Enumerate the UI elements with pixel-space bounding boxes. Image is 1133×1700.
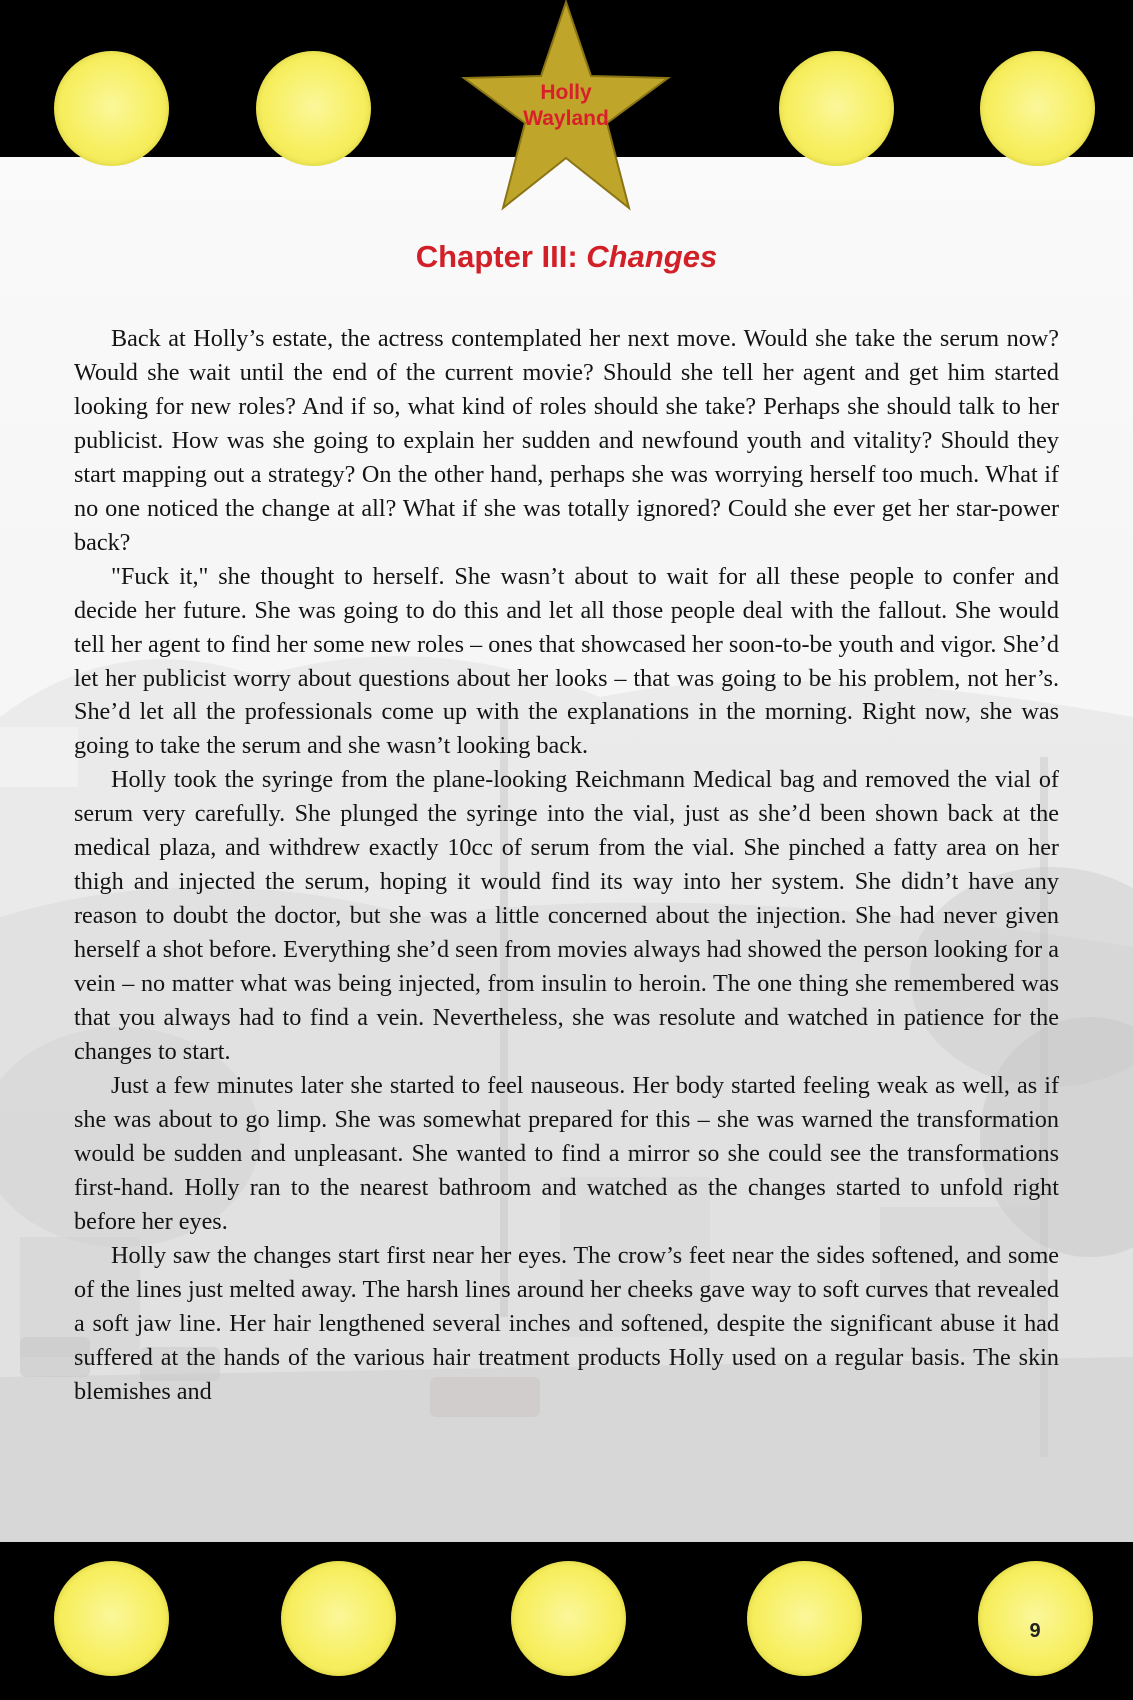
- paragraph: "Fuck it," she thought to herself. She wasn’t about to wait for all these people to confer and decide her future. She was going to do this and let all those people deal with the fallout. She would tell her agent to find her some new roles – ones that showcased her soon-to-be youth and vigor. She’d let her publicist worry about questions about her looks – that was going to be his problem, not her’s. She’d let all the professionals come up with the explanations in the morning. Right now, she was going to take the serum and she wasn’t looking back.: [74, 562, 1059, 760]
- light-bulb-icon: [779, 51, 894, 166]
- star-name-first: Holly: [540, 81, 592, 104]
- paragraph: Holly took the syringe from the plane-looking Reichmann Medical bag and removed the vial of serum very carefully. She plunged the syringe into the vial, just as she’d been shown back at the medical plaza, and withdrew exactly 10cc of serum from the vial. She pinched a fatty area on her thigh and injected the serum, hoping it would find its way into her system. She didn’t have any reason to doubt the doctor, but she was a little concerned about the injection. She had never given herself a shot before. Everything she’d seen from movies always had showed the person looking for a vein – no matter what was being injected, from insulin to heroin. The one thing she remembered was that you always had to find a vein. Nevertheless, she was resolute and watched in patience for the changes to start.: [74, 766, 1059, 1066]
- light-bulb-icon: [747, 1561, 862, 1676]
- chapter-name: Changes: [586, 239, 718, 274]
- light-bulb-icon: [256, 51, 371, 166]
- star-badge-text: [455, 80, 677, 132]
- light-bulb-icon: [511, 1561, 626, 1676]
- paragraph: Holly saw the changes start first near her eyes. The crow’s feet near the sides softened, and some of the lines just melted away. The harsh lines around her cheeks gave way to soft curves that revealed a soft jaw line. Her hair lengthened several inches and softened, despite the significant abuse it had suffered at the hands of the various hair treatment products Holly used on a regular basis. The skin blemishes and: [74, 1241, 1059, 1405]
- page-number: 9: [1029, 1620, 1041, 1642]
- story-text: [74, 322, 1059, 1409]
- light-bulb-icon: [978, 1561, 1093, 1676]
- paragraph: Just a few minutes later she started to feel nauseous. Her body started feeling weak as well, as if she was about to go limp. She was somewhat prepared for this – she was warned the transformation would be sudden and unpleasant. She wanted to find a mirror so she could see the transformations first-hand. Holly ran to the nearest bathroom and watched as the changes started to unfold right before her eyes.: [74, 1071, 1059, 1235]
- light-bulb-icon: [980, 51, 1095, 166]
- paragraph: Back at Holly’s estate, the actress contemplated her next move. Would she take the serum now? Would she wait until the end of the current movie? Should she tell her agent and get him started looking for new roles? And if so, what kind of roles should she take? Perhaps she should talk to her publicist. How was she going to explain her sudden and newfound youth and vitality? Should they start mapping out a strategy? On the other hand, perhaps she was worrying herself too much. What if no one noticed the change at all? What if she was totally ignored? Could she ever get her star-power back?: [74, 325, 1059, 556]
- chapter-title: [0, 237, 1133, 277]
- star-name-last: Wayland: [523, 107, 609, 130]
- light-bulb-icon: [54, 51, 169, 166]
- bottom-marquee-bar: [0, 1542, 1133, 1700]
- light-bulb-icon: [54, 1561, 169, 1676]
- light-bulb-icon: [281, 1561, 396, 1676]
- chapter-number: Chapter III:: [415, 239, 587, 274]
